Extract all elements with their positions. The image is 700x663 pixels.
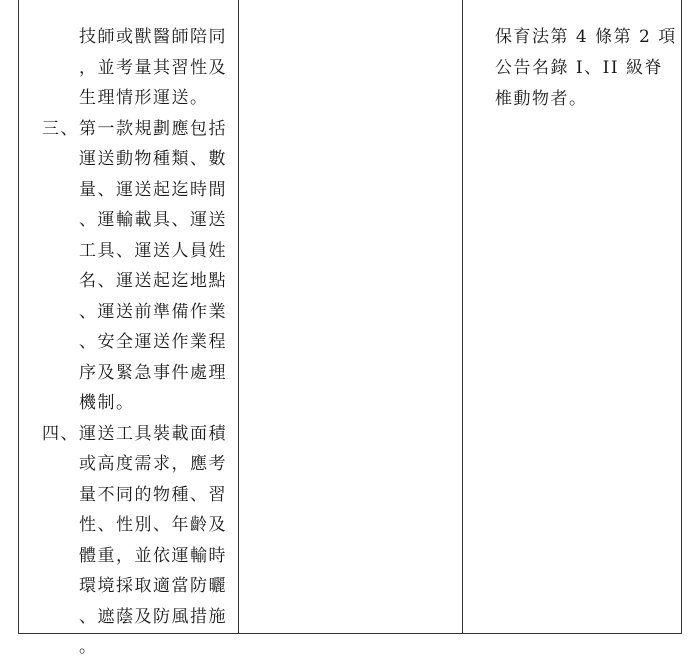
item-4-line: 。 xyxy=(79,637,98,657)
item-3-line: 序及緊急事件處理 xyxy=(79,362,227,383)
item-3-line: 、安全運送作業程 xyxy=(79,332,227,352)
column-divider xyxy=(462,0,463,633)
column-divider xyxy=(238,0,239,633)
item-4-line: 、遮蔭及防風措施 xyxy=(79,606,227,627)
item-3-first-line xyxy=(37,114,237,145)
item-3-line: 量、運送起迄時間 xyxy=(79,179,227,200)
right-cell-line: 公告名錄 I、II 級脊 xyxy=(495,58,663,78)
continuation-line: ，並考量其習性及 xyxy=(79,57,227,78)
right-cell-line: 椎動物者。 xyxy=(495,89,588,109)
item-3-line: 、運送前準備作業 xyxy=(79,301,227,322)
item-4-line: 體重，並依運輸時 xyxy=(79,545,227,566)
item-4-line: 量不同的物種、習 xyxy=(79,484,227,505)
item-3-line: 工具、運送人員姓 xyxy=(79,240,227,261)
document-table xyxy=(18,0,682,657)
item-4-line: 環境採取適當防曬 xyxy=(79,576,227,596)
item-4-text: 運送工具裝載面積 xyxy=(79,423,227,444)
continuation-line: 技師或獸醫師陪同 xyxy=(79,27,227,47)
item-3-line: 運送動物種類、數 xyxy=(79,149,227,169)
item-3-number: 三、 xyxy=(42,118,79,139)
continuation-line: 生理情形運送。 xyxy=(79,88,209,108)
item-4-first-line xyxy=(37,419,237,450)
item-3-text: 第一款規劃應包括 xyxy=(79,118,227,139)
item-3-line: 名、運送起迄地點 xyxy=(79,271,227,291)
left-cell xyxy=(37,22,237,663)
item-3-line: 、運輸載具、運送 xyxy=(79,210,227,230)
item-4-line: 性、性別、年齡及 xyxy=(79,515,227,535)
item-3-line: 機制。 xyxy=(79,393,135,413)
item-4-line: 或高度需求，應考 xyxy=(79,454,227,474)
item-4-number: 四、 xyxy=(42,423,79,444)
right-cell xyxy=(495,22,695,115)
right-cell-line: 保育法第 4 條第 2 項 xyxy=(495,27,677,47)
